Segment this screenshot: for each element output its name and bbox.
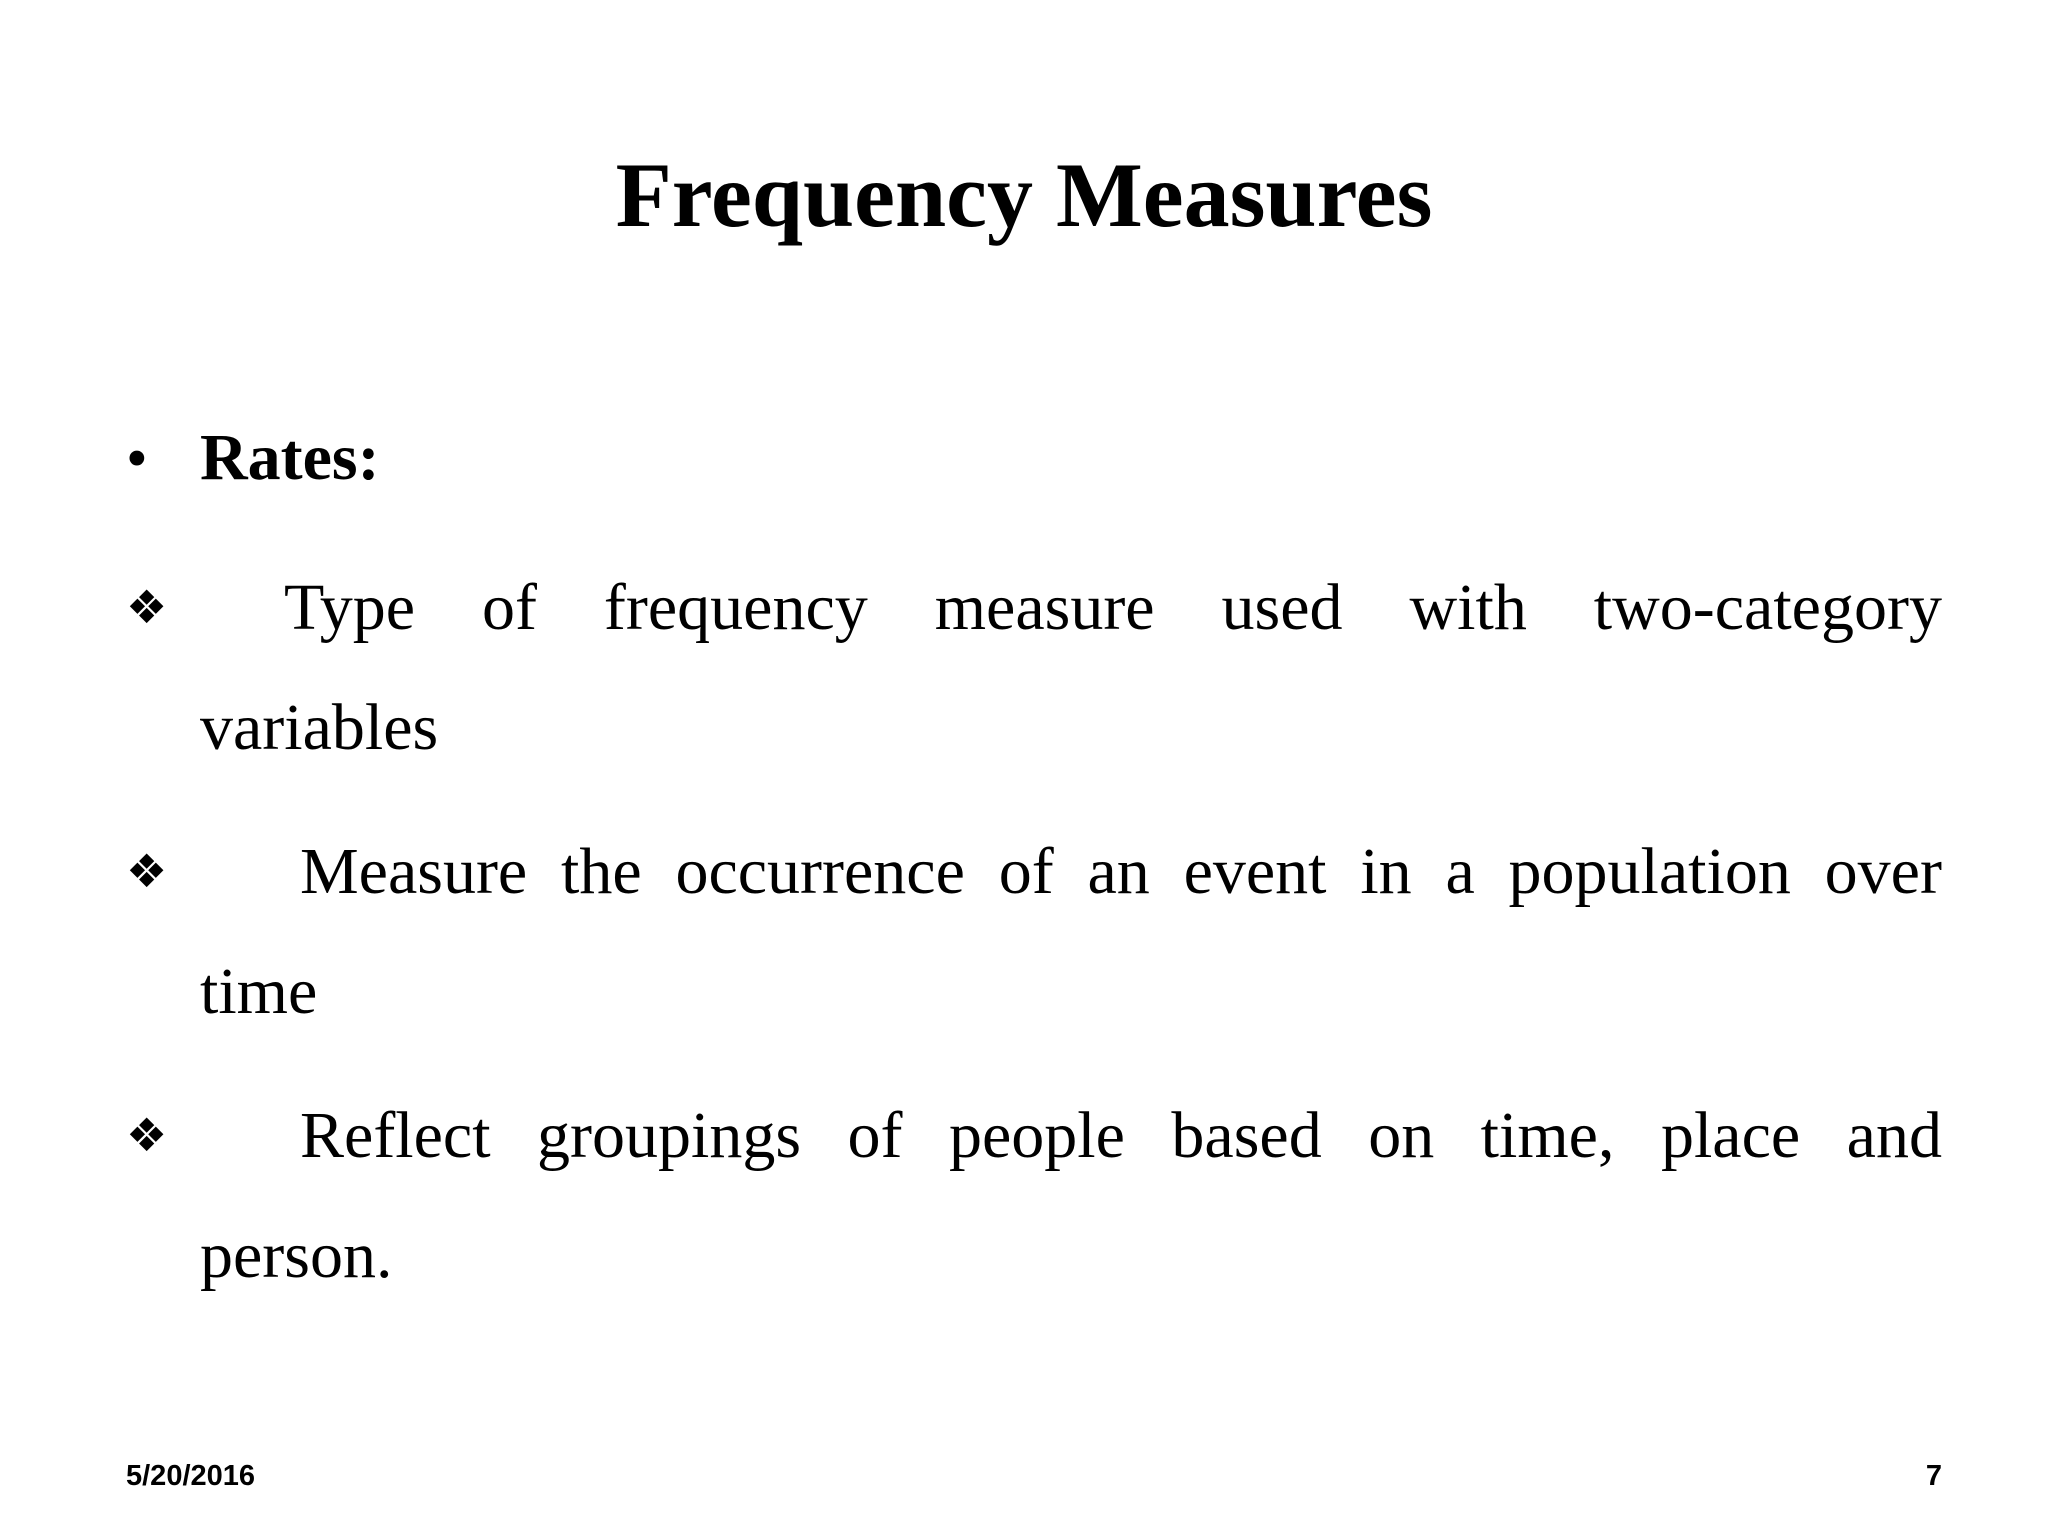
word: population — [1508, 835, 1791, 908]
footer-date: 5/20/2016 — [126, 1460, 256, 1492]
bullet-dot-icon: • — [126, 425, 148, 493]
word: event — [1183, 835, 1327, 908]
list-item-text-line1 — [200, 548, 1942, 668]
list-item-text-line1 — [200, 812, 1942, 932]
diamond-bullet-icon: ❖ — [126, 580, 168, 634]
word: of — [847, 1099, 903, 1172]
list-item-text-line2: person. — [200, 1219, 393, 1292]
word: Type — [284, 571, 416, 644]
bullet-heading — [126, 418, 380, 499]
list-item — [126, 1076, 1942, 1316]
word: on — [1368, 1099, 1435, 1172]
list-item-text-line1 — [200, 1076, 1942, 1196]
list-item — [126, 812, 1942, 1052]
word: measure — [934, 571, 1155, 644]
slide-title: Frequency Measures — [615, 144, 1433, 246]
word: and — [1846, 1099, 1942, 1172]
word: in — [1360, 835, 1412, 908]
word: used — [1221, 571, 1343, 644]
word: two-category — [1593, 571, 1942, 644]
diamond-bullet-icon: ❖ — [126, 844, 168, 898]
word: based — [1171, 1099, 1322, 1172]
word: Reflect — [300, 1099, 491, 1172]
list-item — [126, 548, 1942, 788]
rates-heading: Rates: — [200, 421, 380, 494]
word: groupings — [537, 1099, 802, 1172]
word: place — [1660, 1099, 1801, 1172]
footer-page-number: 7 — [1925, 1460, 1942, 1492]
word: over — [1824, 835, 1942, 908]
diamond-bullet-icon: ❖ — [126, 1108, 168, 1162]
word: Measure — [300, 835, 528, 908]
word: frequency — [603, 571, 868, 644]
list-item-text-line2: time — [200, 955, 318, 1028]
word: time, — [1480, 1099, 1615, 1172]
word: a — [1445, 835, 1475, 908]
word: with — [1409, 571, 1527, 644]
word: of — [998, 835, 1054, 908]
word: people — [949, 1099, 1125, 1172]
word: an — [1087, 835, 1150, 908]
word: occurrence — [675, 835, 965, 908]
word: of — [481, 571, 537, 644]
word: the — [561, 835, 642, 908]
list-item-text-line2: variables — [200, 691, 439, 764]
